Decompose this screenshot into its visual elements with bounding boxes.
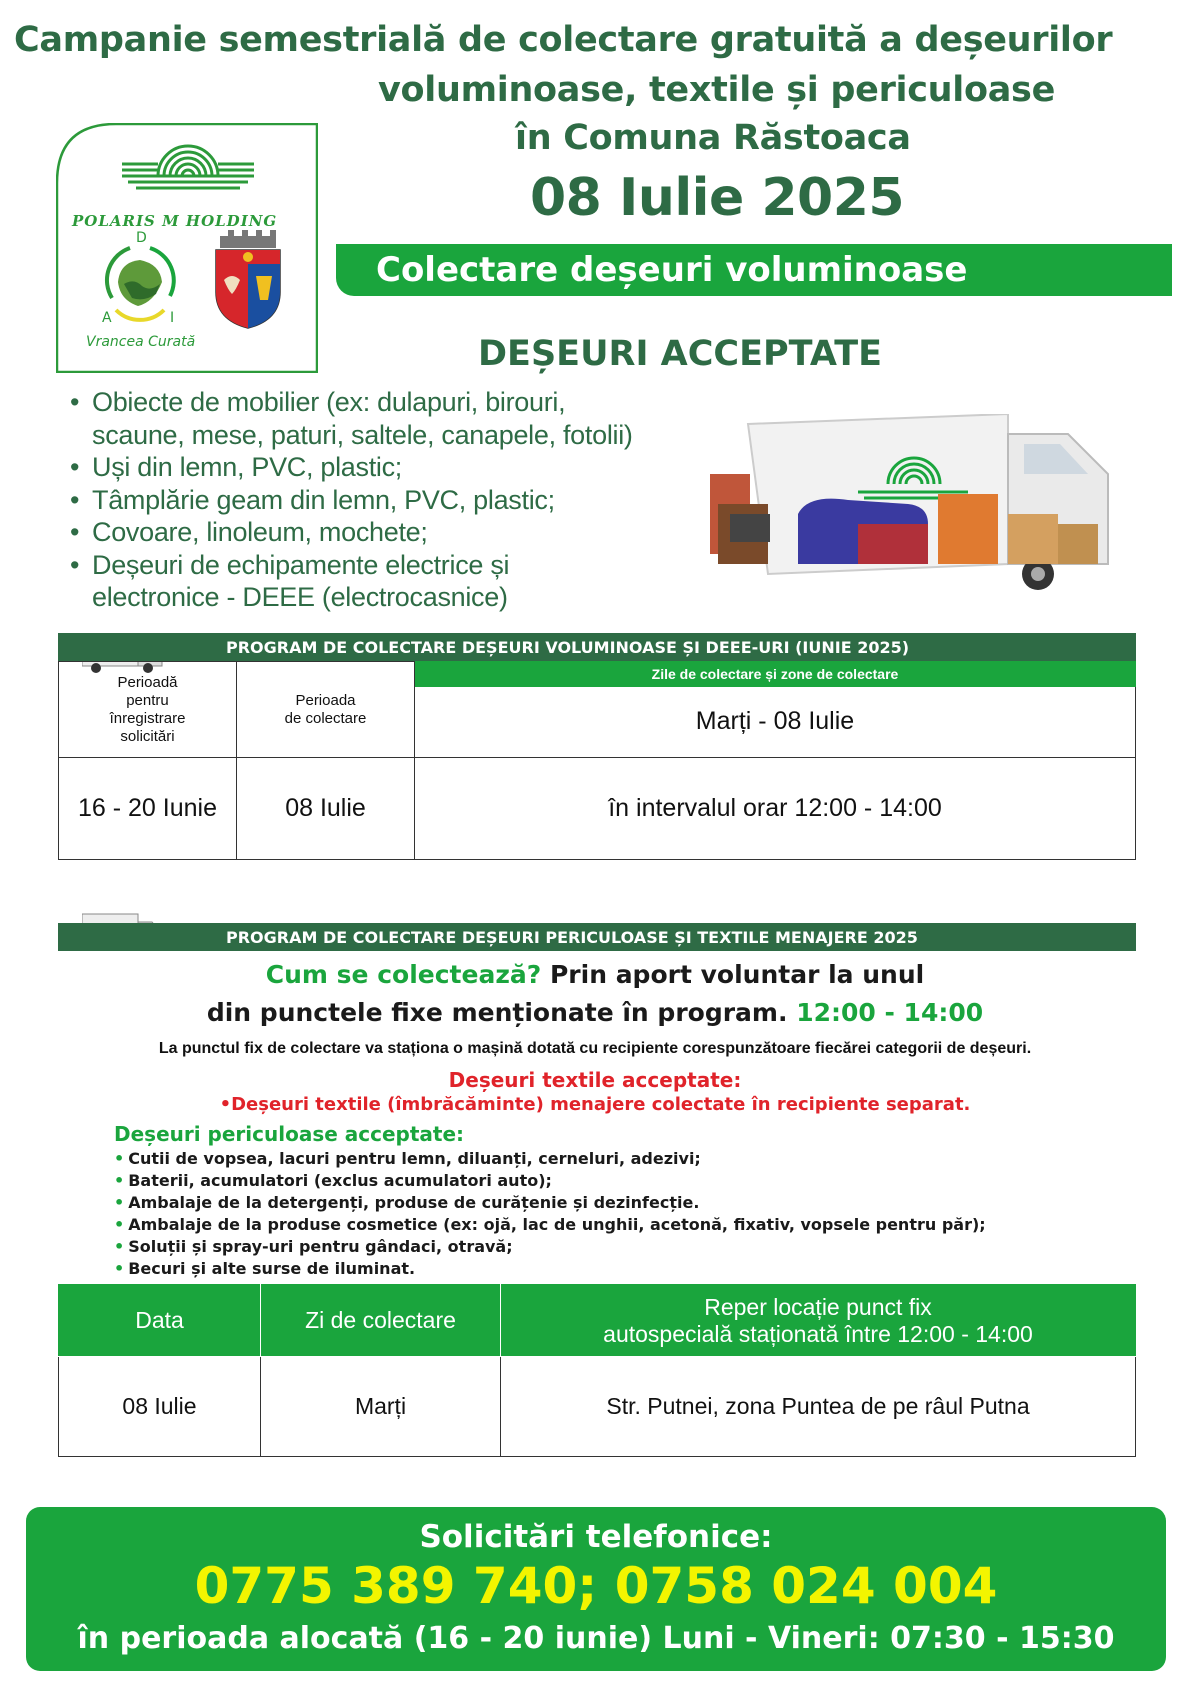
registration-period: 16 - 20 Iunie — [59, 758, 237, 860]
header-collection-period — [237, 662, 415, 758]
logo-letter-i: I — [170, 310, 175, 326]
header-line: solicitări — [120, 727, 175, 745]
header-registration — [59, 662, 237, 758]
bullet-icon: • — [114, 1149, 125, 1168]
list-item: • Tâmplărie geam din lemn, PVC, plastic; — [70, 484, 633, 517]
header-line: înregistrare — [109, 709, 186, 727]
bullet-icon: • — [114, 1215, 125, 1234]
collection-period: 08 Iulie — [237, 758, 415, 860]
list-item — [114, 1148, 986, 1170]
how-time: 12:00 - 14:00 — [796, 998, 984, 1027]
program1-title: PROGRAM DE COLECTARE DEȘEURI VOLUMINOASE ȘI DEEE-URI (IUNIE 2025) — [226, 638, 910, 657]
how-collected-line2 — [0, 998, 1190, 1027]
header-location — [501, 1285, 1136, 1357]
hazard-list — [114, 1148, 986, 1280]
bulky-waste-banner — [336, 244, 1172, 296]
table-cell-location: Str. Putnei, zona Puntea de pe râul Putna — [501, 1357, 1136, 1457]
table-cell-day: Marți — [261, 1357, 501, 1457]
title-line-2: voluminoase, textile și periculoase — [378, 70, 1056, 110]
textile-title: Deșeuri textile acceptate: — [448, 1068, 742, 1092]
program1-title-bar — [58, 633, 1136, 661]
collection-note: La punctul fix de colectare va staționa o mașină dotată cu recipiente corespunzătoare fiecărei categorii de deșeuri. — [158, 1040, 1032, 1057]
list-item: • Obiecte de mobilier (ex: dulapuri, birouri, — [70, 386, 633, 419]
logo-tagline: Vrancea Curată — [86, 334, 196, 350]
collection-day: Marți - 08 Iulie — [415, 686, 1136, 758]
header-date: Data — [59, 1285, 261, 1357]
bullet-icon: • — [114, 1237, 125, 1256]
vrancea-recycle-icon — [90, 228, 190, 328]
header-line: Perioada — [295, 691, 356, 709]
how-answer-cont: din punctele fixe menționate în program. — [206, 998, 788, 1027]
bullet-icon: • — [114, 1193, 125, 1212]
title-line-1: Campanie semestrială de colectare gratuită a deșeurilor — [14, 20, 1113, 60]
header-line: Reper locație punct fix — [704, 1293, 932, 1320]
list-item-text: Soluții și spray-uri pentru gândaci, otravă; — [128, 1237, 513, 1256]
accepted-title: DEȘEURI ACCEPTATE — [478, 334, 882, 374]
bullet-icon: • — [114, 1171, 125, 1190]
list-item: • Uși din lemn, PVC, plastic; — [70, 451, 633, 484]
polaris-logo-icon — [118, 132, 258, 196]
hazard-title: Deșeuri periculoase acceptate: — [114, 1122, 465, 1146]
banner-label: Colectare deșeuri voluminoase — [376, 250, 968, 290]
bulky-schedule-table — [58, 661, 1136, 860]
list-item-text: Baterii, acumulatori (exclus acumulatori auto); — [128, 1171, 552, 1190]
logo-letter-a: A — [102, 310, 112, 326]
list-item-text: Cutii de vopsea, lacuri pentru lemn, diluanți, cerneluri, adezivi; — [128, 1149, 701, 1168]
header-line: de colectare — [284, 709, 367, 727]
footer-period: în perioada alocată (16 - 20 iunie) Luni - Vineri: 07:30 - 15:30 — [77, 1621, 1115, 1656]
list-item-text: electronice - DEEE (electrocasnice) — [92, 582, 508, 612]
list-item: • Deșeuri de echipamente electrice și — [70, 549, 633, 582]
how-answer: Prin aport voluntar la unul — [549, 960, 925, 989]
bullet-icon: • — [114, 1259, 125, 1278]
textile-item: •Deșeuri textile (îmbrăcăminte) menajere colectate în recipiente separat. — [219, 1094, 971, 1115]
header-day: Zi de colectare — [261, 1285, 501, 1357]
logo-letter-d: D — [136, 230, 147, 246]
list-item: • Covoare, linoleum, mochete; — [70, 516, 633, 549]
list-item-text: Ambalaje de la detergenți, produse de curățenie și dezinfecție. — [128, 1193, 700, 1212]
accepted-list — [70, 386, 633, 614]
list-item — [114, 1214, 986, 1236]
title-line-3: în Comuna Răstoaca — [515, 118, 911, 158]
header-zones: Zile de colectare și zone de colectare — [415, 662, 1136, 687]
list-item-text: Ambalaje de la produse cosmetice (ex: ojă, lac de unghii, acetonă, fixativ, vopsele pentru păr); — [128, 1215, 986, 1234]
list-item-text: scaune, mese, paturi, saltele, canapele, fotolii) — [92, 419, 633, 450]
list-item — [114, 1170, 986, 1192]
list-item — [114, 1192, 986, 1214]
table-cell-date: 08 Iulie — [59, 1357, 261, 1457]
coat-of-arms-icon — [210, 230, 286, 330]
furniture-truck-illustration — [708, 414, 1138, 596]
hazard-schedule-table — [58, 1284, 1136, 1457]
list-item — [114, 1236, 986, 1258]
list-item-continuation — [70, 419, 633, 452]
header-line: pentru — [126, 691, 169, 709]
header-line: autospecială staționată între 12:00 - 14:00 — [603, 1320, 1033, 1347]
footer-phones: 0775 389 740; 0758 024 004 — [194, 1557, 998, 1615]
company-name: POLARIS M HOLDING — [72, 212, 278, 230]
how-collected-line1 — [0, 960, 1190, 989]
collection-interval: în intervalul orar 12:00 - 14:00 — [415, 758, 1136, 860]
list-item-text: Becuri și alte surse de iluminat. — [128, 1259, 416, 1278]
how-question: Cum se colectează? — [265, 960, 542, 989]
program2-title: PROGRAM DE COLECTARE DEȘEURI PERICULOASE ȘI TEXTILE MENAJERE 2025 — [226, 928, 918, 947]
campaign-date: 08 Iulie 2025 — [530, 168, 905, 228]
phone-requests-footer — [26, 1507, 1166, 1671]
header-line: Perioadă — [117, 673, 178, 691]
list-item-continuation — [70, 581, 633, 614]
footer-label: Solicitări telefonice: — [419, 1519, 773, 1555]
program2-title-bar — [58, 923, 1136, 951]
list-item — [114, 1258, 986, 1280]
